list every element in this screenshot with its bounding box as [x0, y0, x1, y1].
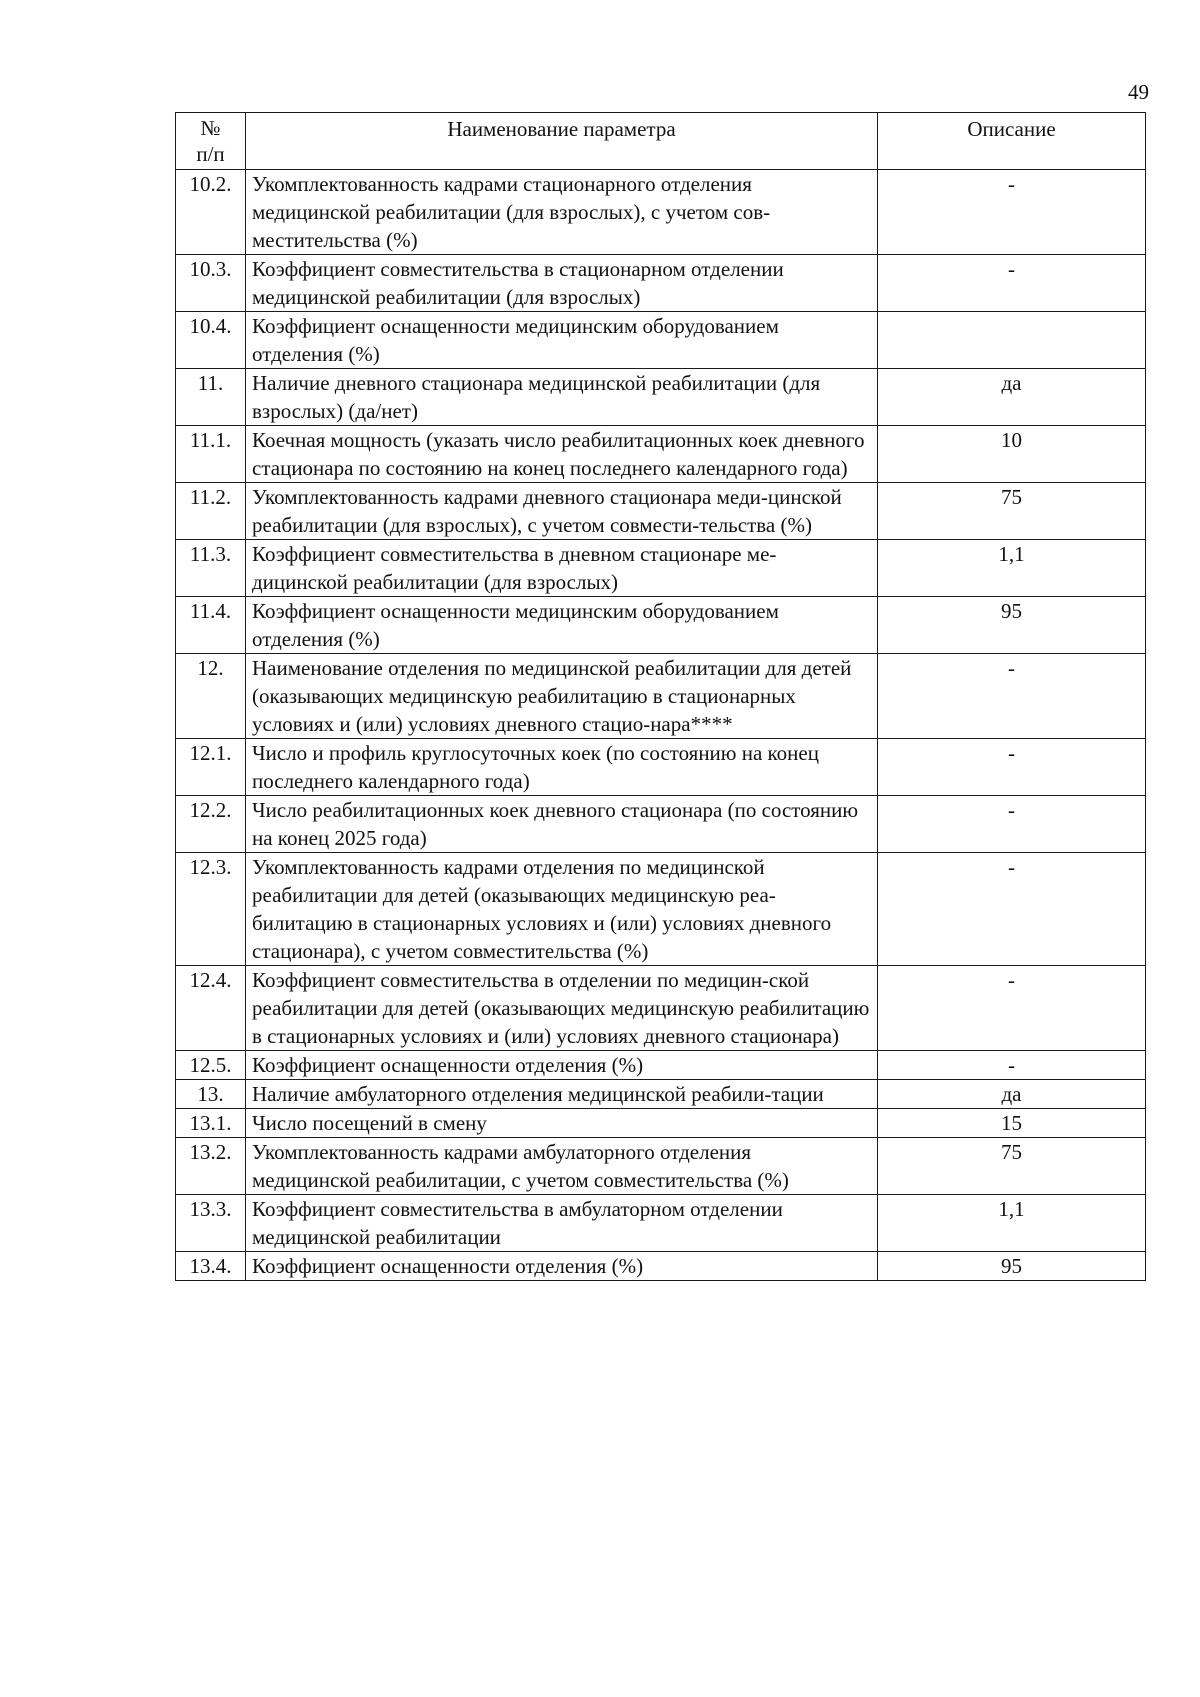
row-parameter-name: Укомплектованность кадрами стационарного отделения медицинской реабилитации (для взрослых), с учетом сов-местительства (%) — [246, 170, 878, 255]
row-parameter-name: Коэффициент совместительства в отделении по медицин-ской реабилитации для детей (оказывающих медицинскую реабилитацию в стационарных условиях и (или) условиях дневного стационара) — [246, 966, 878, 1051]
table-row — [176, 853, 1146, 966]
table-row — [176, 1051, 1146, 1080]
row-description: - — [878, 739, 1146, 796]
row-number: 12.4. — [176, 966, 246, 1051]
row-description: 15 — [878, 1109, 1146, 1138]
row-number: 12.2. — [176, 796, 246, 853]
parameters-table — [175, 112, 1146, 1281]
row-parameter-name: Коэффициент оснащенности отделения (%) — [246, 1252, 878, 1281]
row-description: 95 — [878, 597, 1146, 654]
row-number: 10.2. — [176, 170, 246, 255]
row-description — [878, 312, 1146, 369]
row-number: 11.3. — [176, 540, 246, 597]
row-description: 10 — [878, 426, 1146, 483]
row-number: 13. — [176, 1080, 246, 1109]
table-row — [176, 1109, 1146, 1138]
row-number: 11.4. — [176, 597, 246, 654]
table-row — [176, 597, 1146, 654]
row-number: 12.3. — [176, 853, 246, 966]
row-number: 13.4. — [176, 1252, 246, 1281]
row-number: 12.1. — [176, 739, 246, 796]
row-number: 11.2. — [176, 483, 246, 540]
row-description: - — [878, 796, 1146, 853]
row-description: 1,1 — [878, 1195, 1146, 1252]
row-description: 95 — [878, 1252, 1146, 1281]
row-parameter-name: Наименование отделения по медицинской реабилитации для детей (оказывающих медицинскую реабилитацию в стационарных условиях и (или) условиях дневного стацио-нара**** — [246, 654, 878, 739]
row-description: - — [878, 966, 1146, 1051]
row-description: да — [878, 1080, 1146, 1109]
row-number: 10.3. — [176, 255, 246, 312]
header-parameter-name: Наименование параметра — [246, 113, 878, 170]
table-row — [176, 369, 1146, 426]
row-parameter-name: Коэффициент оснащенности отделения (%) — [246, 1051, 878, 1080]
row-parameter-name: Коэффициент оснащенности медицинским оборудованием отделения (%) — [246, 597, 878, 654]
row-number: 12. — [176, 654, 246, 739]
row-parameter-name: Число реабилитационных коек дневного стационара (по состоянию на конец 2025 года) — [246, 796, 878, 853]
row-description: - — [878, 170, 1146, 255]
table-body — [176, 170, 1146, 1281]
row-number: 13.2. — [176, 1138, 246, 1195]
row-description: - — [878, 1051, 1146, 1080]
row-description: 75 — [878, 483, 1146, 540]
table-row — [176, 1080, 1146, 1109]
row-number: 11.1. — [176, 426, 246, 483]
row-parameter-name: Коэффициент совместительства в дневном стационаре ме-дицинской реабилитации (для взрослых) — [246, 540, 878, 597]
row-parameter-name: Укомплектованность кадрами отделения по медицинской реабилитации для детей (оказывающих медицинскую реа-билитацию в стационарных условиях и (или) условиях дневного стационара), с учетом совместительства (%) — [246, 853, 878, 966]
table-row — [176, 1138, 1146, 1195]
header-description: Описание — [878, 113, 1146, 170]
table-row — [176, 796, 1146, 853]
table-row — [176, 426, 1146, 483]
table-row — [176, 739, 1146, 796]
row-description: - — [878, 255, 1146, 312]
table-header-row — [176, 113, 1146, 170]
header-number-abbr: п/п — [196, 142, 225, 166]
row-parameter-name: Число посещений в смену — [246, 1109, 878, 1138]
header-number — [176, 113, 246, 170]
row-number: 11. — [176, 369, 246, 426]
table-row — [176, 540, 1146, 597]
row-parameter-name: Коэффициент совместительства в амбулаторном отделении медицинской реабилитации — [246, 1195, 878, 1252]
row-number: 12.5. — [176, 1051, 246, 1080]
row-parameter-name: Число и профиль круглосуточных коек (по состоянию на конец последнего календарного года) — [246, 739, 878, 796]
row-parameter-name: Коэффициент оснащенности медицинским оборудованием отделения (%) — [246, 312, 878, 369]
table-row — [176, 255, 1146, 312]
row-parameter-name: Укомплектованность кадрами дневного стационара меди-цинской реабилитации (для взрослых), с учетом совмести-тельства (%) — [246, 483, 878, 540]
table-row — [176, 1252, 1146, 1281]
row-description: 75 — [878, 1138, 1146, 1195]
row-description: - — [878, 654, 1146, 739]
table-row — [176, 966, 1146, 1051]
row-number: 13.3. — [176, 1195, 246, 1252]
row-parameter-name: Укомплектованность кадрами амбулаторного отделения медицинской реабилитации, с учетом совместительства (%) — [246, 1138, 878, 1195]
table-row — [176, 654, 1146, 739]
row-number: 10.4. — [176, 312, 246, 369]
table-row — [176, 1195, 1146, 1252]
page-number: 49 — [1128, 80, 1149, 104]
table-row — [176, 483, 1146, 540]
table-row — [176, 312, 1146, 369]
header-number-symbol: № — [200, 116, 221, 140]
row-parameter-name: Наличие дневного стационара медицинской реабилитации (для взрослых) (да/нет) — [246, 369, 878, 426]
row-parameter-name: Коечная мощность (указать число реабилитационных коек дневного стационара по состоянию на конец последнего календарного года) — [246, 426, 878, 483]
row-parameter-name: Коэффициент совместительства в стационарном отделении медицинской реабилитации (для взрослых) — [246, 255, 878, 312]
row-parameter-name: Наличие амбулаторного отделения медицинской реабили-тации — [246, 1080, 878, 1109]
row-description: 1,1 — [878, 540, 1146, 597]
row-number: 13.1. — [176, 1109, 246, 1138]
row-description: да — [878, 369, 1146, 426]
row-description: - — [878, 853, 1146, 966]
table-row — [176, 170, 1146, 255]
